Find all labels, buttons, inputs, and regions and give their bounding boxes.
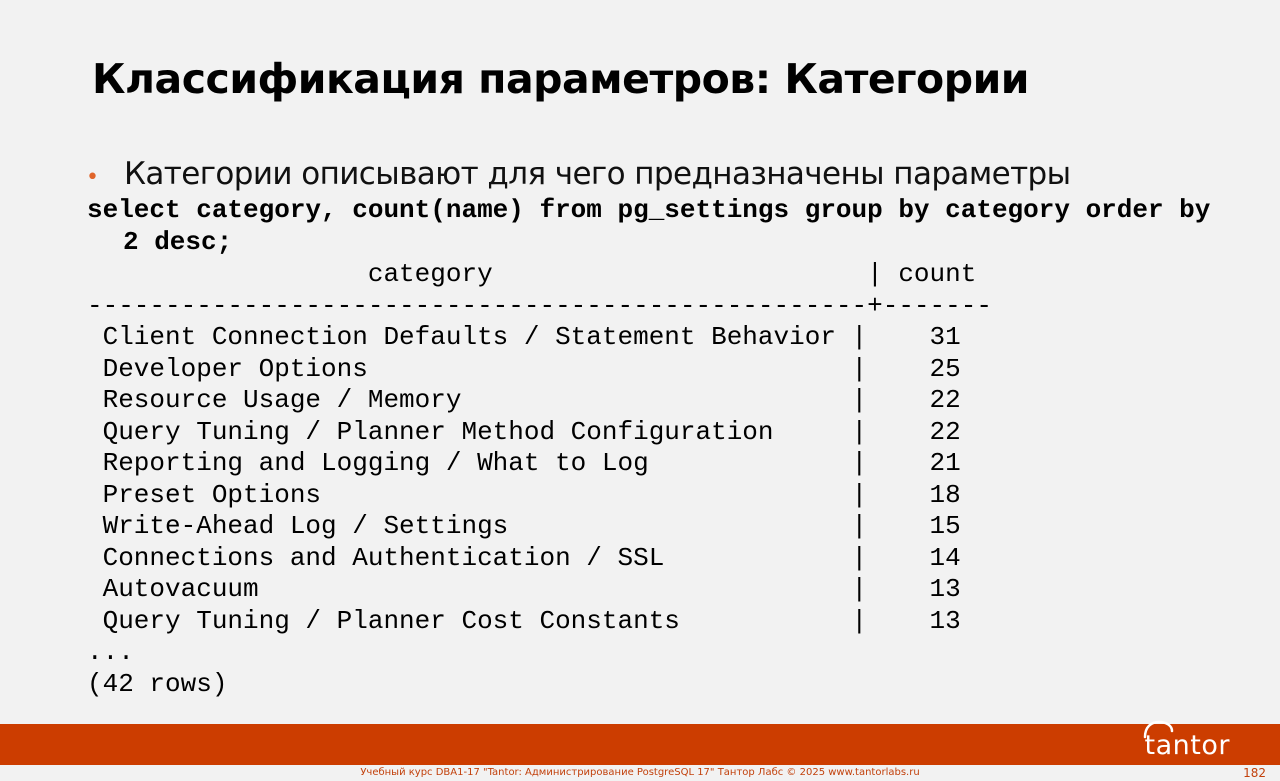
- result-row: Query Tuning / Planner Cost Constants | 13: [87, 605, 961, 636]
- result-row: Reporting and Logging / What to Log | 21: [87, 448, 961, 478]
- bullet-text: Категории описывают для чего предназначены параметры: [124, 156, 1071, 192]
- result-row: Write-Ahead Log / Settings | 15: [87, 511, 961, 541]
- result-row: Developer Options | 25: [87, 353, 961, 384]
- result-row: Preset Options | 18: [87, 479, 961, 510]
- result-row: Autovacuum | 13: [87, 574, 961, 604]
- page-number: 182: [1243, 766, 1266, 780]
- bullet-icon: •: [86, 165, 99, 190]
- result-ellipsis: ...: [87, 637, 134, 667]
- bullet-item: [86, 156, 1071, 192]
- result-header: category | count: [87, 259, 977, 289]
- tantor-logo: [1145, 725, 1230, 765]
- logo-bubble-icon: [1141, 719, 1175, 741]
- sql-line-1: select category, count(name) from pg_settings group by category order by: [87, 195, 1211, 225]
- result-separator: --------------------------------------------------+-------: [87, 290, 992, 321]
- result-row: Resource Usage / Memory | 22: [87, 385, 961, 415]
- result-row: Connections and Authentication / SSL | 14: [87, 542, 961, 573]
- result-row: Query Tuning / Planner Method Configuration | 22: [87, 416, 961, 447]
- query-result: [87, 259, 992, 700]
- result-row-count: (42 rows): [87, 668, 228, 699]
- result-row: Client Connection Defaults / Statement Behavior | 31: [87, 322, 961, 352]
- sql-line-2: 2 desc;: [123, 226, 233, 257]
- slide-title: Классификация параметров: Категории: [92, 55, 1030, 103]
- logo-text: tantor: [1144, 729, 1230, 761]
- footer-course-text: Учебный курс DBA1-17 "Tantor: Администрирование PostgreSQL 17" Тантор Лабс © 2025 www.tantorlabs.ru: [360, 767, 920, 778]
- footer-bar: [0, 724, 1280, 765]
- sql-query: [87, 195, 1210, 258]
